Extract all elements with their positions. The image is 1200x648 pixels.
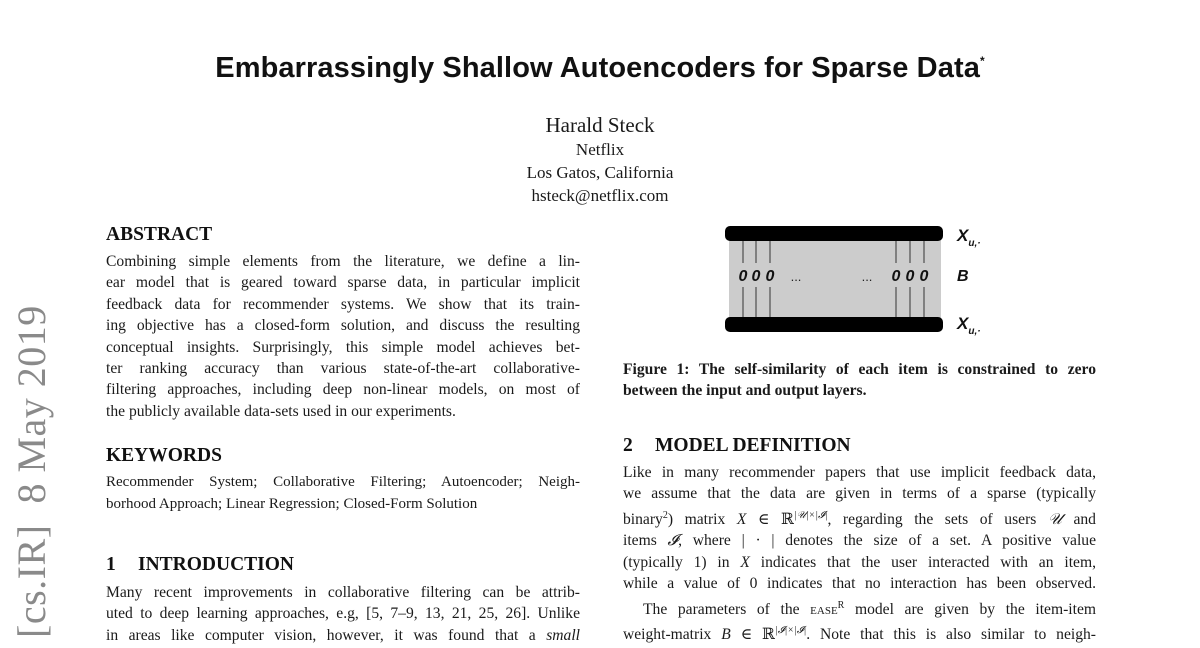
zero-weight-label: 0 [738,268,748,285]
section-number: 1 [106,554,116,576]
keywords-body [106,472,580,515]
keywords-line: Recommender System; Collaborative Filtering; Autoencoder; Neigh- [106,474,580,491]
model-definition-body [623,462,1096,646]
output-layer-label: $X_{u,\cdot}$ [957,314,981,337]
keywords-line: borhood Approach; Linear Regression; Closed-Form Solution [106,495,478,512]
author-name: Harald Steck [545,113,655,137]
model-line: weight-matrix B ∈ ℝ$^{|𝓘|\times|𝓘|}$. Note that this is also similar to neigh- [623,625,1096,644]
right-column [623,223,1096,646]
intro-line: Many recent improvements in collaborative filtering can be attrib- [106,584,580,602]
intro-emphasis: small [546,626,580,644]
zero-weight-label: 0 [765,268,775,285]
output-layer-bar [725,317,943,332]
model-line: Like in many recommender papers that use implicit feedback data, [623,464,1096,481]
author-block [0,112,1200,207]
abstract-line: feedback data for recommender systems. We show that its train- [106,295,580,313]
intro-text: in areas like computer vision, however, it was found that a [106,626,547,644]
zero-weight-label: 0 [751,268,761,285]
model-line: (typically 1) in X indicates that the user interacted with an item, [623,553,1096,571]
abstract-line: ing objective has a closed-form solution, and discuss the resulting [106,317,580,335]
abstract-line: filtering approaches, including deep non-linear models, on most of [106,381,580,399]
abstract-line: ear model that is geared toward sparse data, in particular implicit [106,274,580,292]
author-location: Los Gatos, California [526,163,674,182]
figure-1-caption: Figure 1: The self-similarity of each item is constrained to zero between the input and output layers. [623,361,1096,399]
input-layer-bar [725,226,943,241]
ease-model-name: ease [810,600,838,618]
ellipsis-left: ... [790,269,802,284]
intro-line [106,625,580,646]
weight-matrix-label: B [957,268,969,285]
section-title: INTRODUCTION [138,554,295,576]
abstract-line: ter ranking accuracy than various state-of-the-art collaborative- [106,360,580,378]
zero-weight-label: 0 [905,268,915,285]
left-column [106,223,580,646]
intro-line: uted to deep learning approaches, e.g, [5, 7–9, 13, 21, 25, 26]. Unlike [106,605,580,623]
introduction-heading [106,553,580,577]
keywords-heading: KEYWORDS [106,445,222,467]
section-title: MODEL DEFINITION [655,435,851,456]
section-number: 2 [623,435,633,456]
figure-1-diagram [623,223,1096,353]
paper-title [0,52,1200,85]
abstract-heading: ABSTRACT [106,224,213,245]
abstract-line: conceptual insights. Surprisingly, this simple model achieves bet- [106,338,580,356]
model-line: while a value of 0 indicates that no interaction has been observed. [623,575,1096,593]
model-line: we assume that the data are given in terms of a sparse (typically [623,485,1096,503]
introduction-body [106,582,580,646]
model-line: The parameters of the ease$^R$ model are given by the item-item [643,599,1096,618]
ellipsis-right: ... [861,269,873,284]
footnote-ref[interactable]: 2 [662,509,668,521]
author-affiliation: Netflix [575,140,625,159]
model-line: binary$^2$) matrix X ∈ ℝ$^{|𝒰|\times|𝓘|}$, regarding the sets of users 𝒰 and [623,509,1096,528]
abstract-body [106,251,580,422]
paper-title-text: Embarrassingly Shallow Autoencoders for Sparse Data [215,52,980,84]
zero-weight-label: 0 [891,268,901,285]
figure-1 [623,223,1096,353]
model-line: items 𝓘, where | · | denotes the size of a set. A positive value [623,532,1097,550]
abstract-line: the publicly available data-sets used in our experiments. [106,402,456,420]
arxiv-stamp: [cs.IR] 8 May 2019 [9,305,54,638]
input-layer-label: $X_{u,\cdot}$ [957,226,981,249]
model-definition-heading [623,434,1096,458]
title-footnote-mark[interactable]: * [979,54,985,68]
author-email[interactable]: hsteck@netflix.com [531,186,669,205]
zero-weight-label: 0 [919,268,929,285]
abstract-line: Combining simple elements from the literature, we define a lin- [106,253,580,270]
